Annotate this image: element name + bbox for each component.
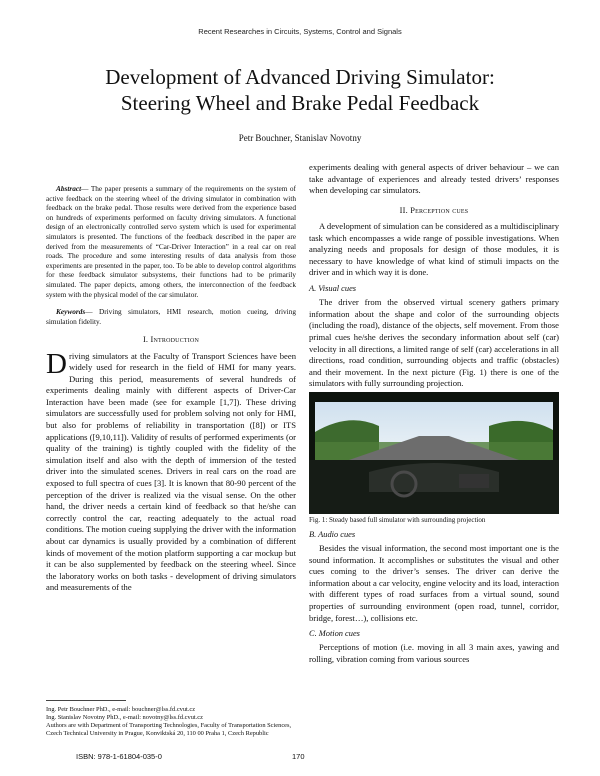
section-1-heading: I. Introduction — [142, 335, 200, 345]
subsection-c-heading: C. Motion cues — [309, 629, 360, 639]
subsection-b-heading: B. Audio cues — [309, 529, 356, 539]
section-1-text — [46, 347, 296, 594]
section-1-body: riving simulators at the Faculty of Transport Sciences have been widely used for research in the field of HMI for many years. During this period, measurements of several hundreds of experiments dealing mainly with different aspects of Driver-Car Interaction have been made (see for example [1,7]). These driving simulators are successfully used for problem solving not only for HMI, but also for problems of reliability in transportation ([8]) or ITS applications ([9,10,11]). Validity of results of performed experiments (or quality of the training) is tightly coupled with the fidelity of the simulation itself and also with the depth of immersion of the tested driver into the simulated scenes. Drivers in real cars on the road are exposed to full spectra of cues [3]. It is known that 80-90 percent of the perception of the driver is realized via the visual sense. On the other hand, the driver needs a certain kind of feedback so that he/she can correctly control the car, reacting adequately to the actual road conditions. The motion cueing supplying the driver with the information about car dynamics is usually provided by a combination of different kinds of movement of the motion platform supporting a car mockup but it can be also supplemented by feedback on the steering wheel. Since the laboratory works on both tasks - development of driving simulators and measurements of the — [46, 350, 296, 593]
left-column — [46, 184, 296, 596]
keywords-text: — Driving simulators, HMI research, motion cueing, driving simulation fidelity. — [46, 307, 296, 326]
paper-title — [40, 64, 560, 116]
keywords-label: Keywords — [56, 307, 86, 317]
title-line-1: Development of Advanced Driving Simulator: — [105, 65, 495, 89]
subsection-b-text: Besides the visual information, the second most important one is the sound information. It accomplishes or substitutes the visual and other cues coming to the driver’s senses. The driver can derive the information about a car velocity, engine velocity and its load, interaction with different types of road surfaces from a virtual sound, sound properties of surrounding environment (open road, tunnel, corridor, bridge, forest…), collisions etc. — [309, 543, 559, 623]
isbn: ISBN: 978-1-61804-035-0 — [76, 752, 162, 761]
section-2-heading: II. Perception cues — [399, 205, 469, 215]
subsection-c-text: Perceptions of motion (i.e. moving in all 3 main axes, yawing and rolling, vibration coming from various sources — [309, 642, 559, 665]
footnote-1: Ing. Petr Bouchner PhD., e-mail: bouchner@lss.fd.cvut.cz — [46, 706, 196, 713]
abstract-text: — The paper presents a summary of the requirements on the system of active feedback on the steering wheel of the driving simulator in combination with feedback on the brake pedal. Those results were derived from the experience based on hundreds of experiments performed on faculty driving simulators. A functional design of an electronically controlled servo system which is used for experimental simulators is presented. The functions of the feedback described in the paper are derived from the measurements of “Car-Driver Interaction” in a real car on real roads. The procedure and some interesting results of data analysis from those experiments are presented in the paper, too. To be able to develop control algorithms for these feedback simulator subsystems, their functions had to be primarily simulated. The paper depicts, among others, the interconnection of the feedback system with the physical model of the car simulator. — [46, 184, 296, 299]
intro-continuation: experiments dealing with general aspects of driver behaviour – we can take advantage of experiences and already tested drivers’ responses when developing car simulators. — [309, 162, 559, 196]
drop-cap: D — [46, 347, 67, 380]
abstract — [46, 184, 296, 299]
section-2-text: A development of simulation can be considered as a multidisciplinary task which encompasses a wide range of possible investigations. When analyzing needs and proposals for design of those modules, it is necessary to have knowledge of what kind of stimuli impacts on the driver and in which way it is done. — [309, 220, 559, 278]
subsection-a-heading: A. Visual cues — [309, 283, 357, 293]
page-number: 170 — [292, 752, 305, 761]
right-column — [309, 162, 559, 668]
footnotes — [46, 706, 296, 738]
footnote-3: Authors are with Department of Transporting Technologies, Faculty of Transportation Sciences, Czech Technical University in Prague, Konviktská 20, 110 00 Praha 1, Czech Republic — [46, 722, 292, 737]
figure-caption: Fig. 1: Steady based full simulator with surrounding projection — [309, 515, 486, 524]
title-line-2: Steering Wheel and Brake Pedal Feedback — [120, 91, 480, 115]
abstract-label: Abstract — [56, 184, 82, 193]
figure-simulator-photo — [309, 392, 559, 514]
simulator-photo — [309, 392, 559, 514]
footnote-2: Ing. Stanislav Novotny PhD., e-mail: novotny@lss.fd.cvut.cz — [46, 714, 203, 721]
footnote-rule — [46, 700, 126, 701]
authors: Petr Bouchner, Stanislav Novotny — [238, 133, 362, 143]
subsection-a-text: The driver from the observed virtual scenery gathers primary information about the shape and color of the surrounding objects (including the road), distance of the objects, self movement. From those primal cues he/she derives the secondary information about self (car) velocity in all directions, a limited range of self (car) accelerations in all directions, road condition, surrounding objects and traffic (obstacles) and their movement. In the next picture (Fig. 1) there is one of the simulators with fully surrounding projection. — [309, 297, 559, 389]
keywords — [46, 307, 296, 326]
running-head: Recent Researches in Circuits, Systems, Control and Signals — [198, 27, 402, 36]
